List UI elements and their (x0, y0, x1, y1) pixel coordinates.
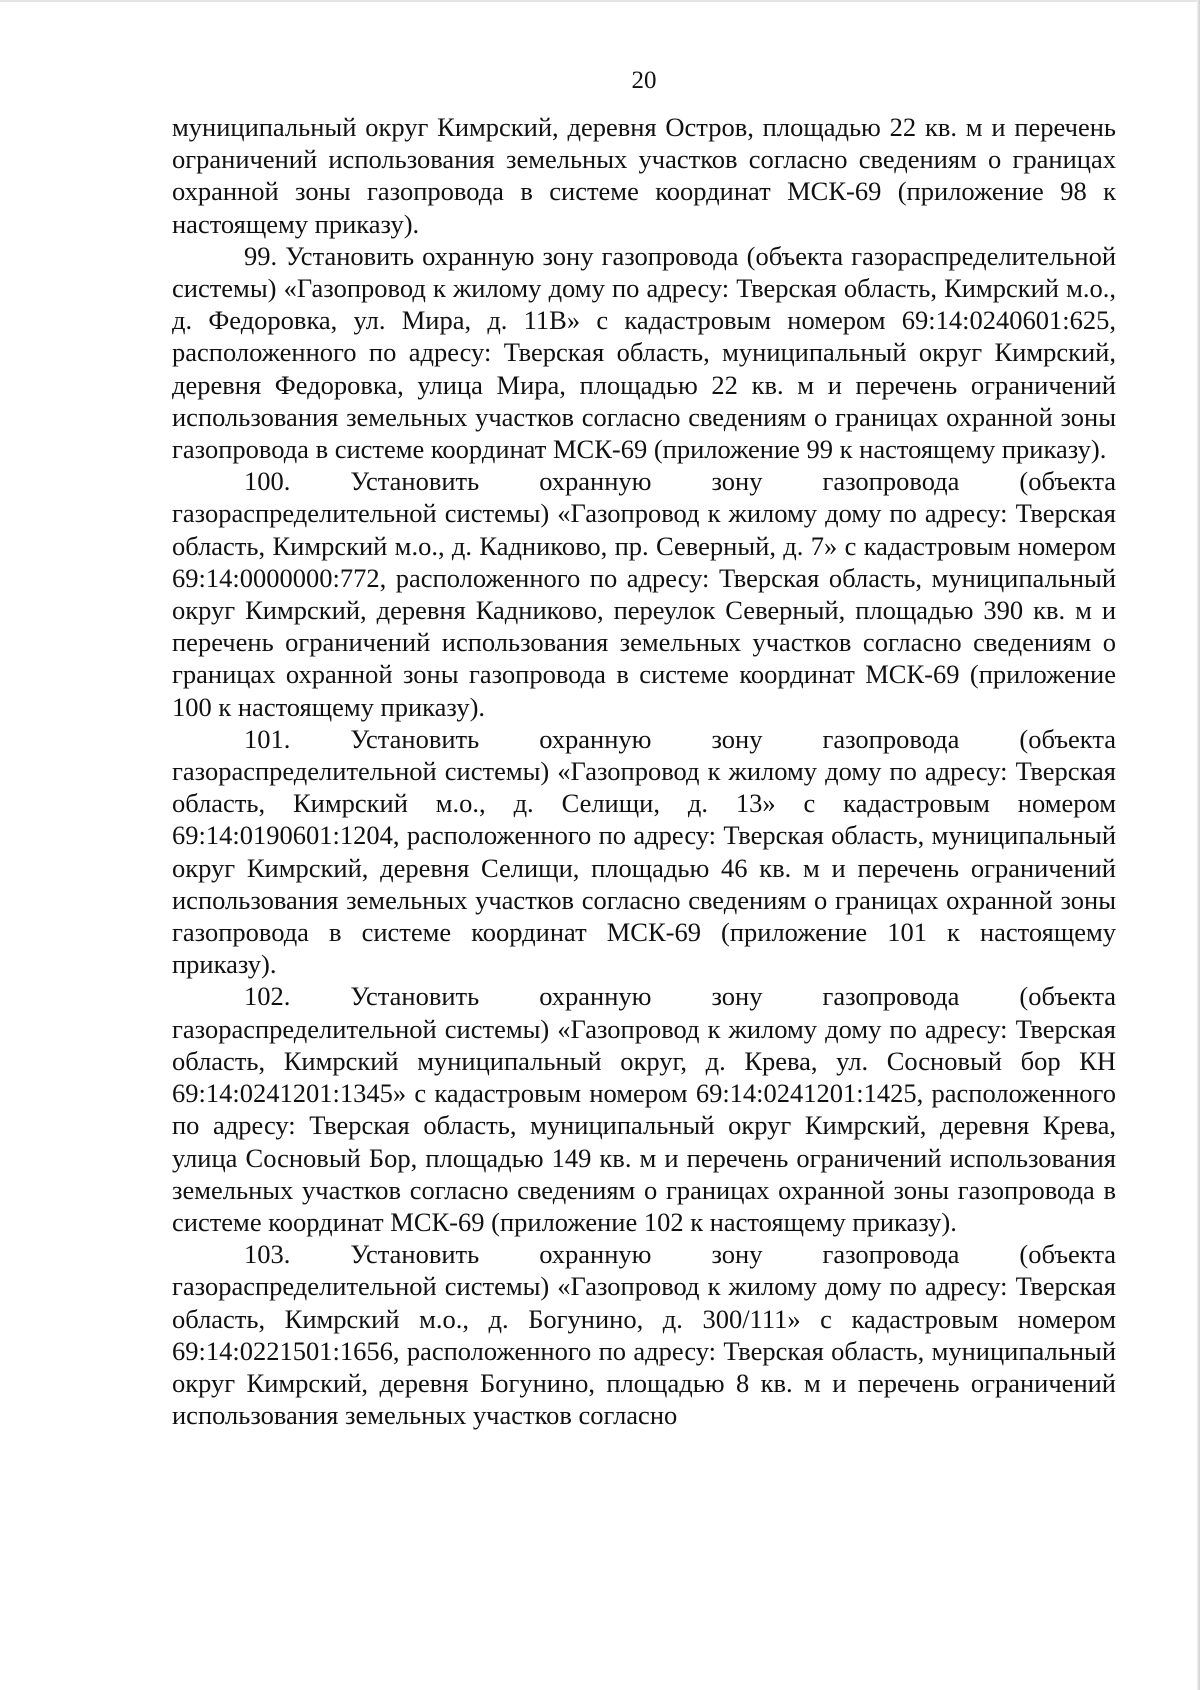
paragraph-item-100: 100. Установить охранную зону газопровода (объекта газораспределительной системы) «Газопровод к жилому дому по адресу: Тверская область, Кимрский м.о., д. Кадниково, пр. Северный, д. 7» с кадастровым номером 69:14:0000000:772, расположенного по адресу: Тверская область, муниципальный округ Кимрский, деревня Кадниково, переулок Северный, площадью 390 кв. м и перечень ограничений использования земельных участков согласно сведениям о границах охранной зоны газопровода в системе координат МСК-69 (приложение 100 к настоящему приказу). (172, 466, 1116, 722)
scan-edge-top (0, 0, 1200, 2)
paragraph-item-101: 101. Установить охранную зону газопровода (объекта газораспределительной системы) «Газопровод к жилому дому по адресу: Тверская область, Кимрский м.о., д. Селищи, д. 13» с кадастровым номером 69:14:0190601:1204, расположенного по адресу: Тверская область, муниципальный округ Кимрский, деревня Селищи, площадью 46 кв. м и перечень ограничений использования земельных участков согласно сведениям о границах охранной зоны газопровода в системе координат МСК-69 (приложение 101 к настоящему приказу). (172, 723, 1116, 980)
document-body (172, 111, 1116, 1431)
page-number: 20 (631, 67, 657, 94)
paragraph-item-103: 103. Установить охранную зону газопровода (объекта газораспределительной системы) «Газопровод к жилому дому по адресу: Тверская область, Кимрский м.о., д. Богунино, д. 300/111» с кадастровым номером 69:14:0221501:1656, расположенного по адресу: Тверская область, муниципальный округ Кимрский, деревня Богунино, площадью 8 кв. м и перечень ограничений использования земельных участков согласно (172, 1239, 1116, 1431)
paragraph-item-102: 102. Установить охранную зону газопровода (объекта газораспределительной системы) «Газопровод к жилому дому по адресу: Тверская область, Кимрский муниципальный округ, д. Крева, ул. Сосновый бор КН 69:14:0241201:1345» с кадастровым номером 69:14:0241201:1425, расположенного по адресу: Тверская область, муниципальный округ Кимрский, деревня Крева, улица Сосновый Бор, площадью 149 кв. м и перечень ограничений использования земельных участков согласно сведениям о границах охранной зоны газопровода в системе координат МСК-69 (приложение 102 к настоящему приказу). (172, 981, 1116, 1237)
paragraph-item-99: 99. Установить охранную зону газопровода (объекта газораспределительной системы) «Газопровод к жилому дому по адресу: Тверская область, Кимрский м.о., д. Федоровка, ул. Мира, д. 11В» с кадастровым номером 69:14:0240601:625, расположенного по адресу: Тверская область, муниципальный округ Кимрский, деревня Федоровка, улица Мира, площадью 22 кв. м и перечень ограничений использования земельных участков согласно сведениям о границах охранной зоны газопровода в системе координат МСК-69 (приложение 99 к настоящему приказу). (172, 240, 1116, 465)
paragraph-continuation: муниципальный округ Кимрский, деревня Остров, площадью 22 кв. м и перечень ограничений использования земельных участков согласно сведениям о границах охранной зоны газопровода в системе координат МСК-69 (приложение 98 к настоящему приказу). (172, 112, 1116, 239)
